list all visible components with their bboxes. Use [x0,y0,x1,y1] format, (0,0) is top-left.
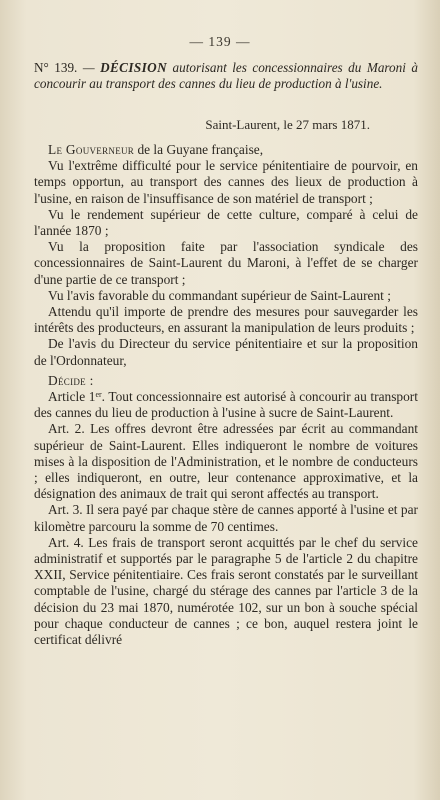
authority-rest: de la Guyane française, [134,142,264,157]
paragraph-attendu: Attendu qu'il importe de prendre des mesures pour sauvegarder les intérêts des producteurs, en assurant la manipulation de leurs produits ; [34,304,418,336]
decide-line [34,373,418,389]
decision-title: autorisant les concessionnaires du Maroni à concourir au transport des cannes du lieu de production à l'usine. [34,60,418,91]
paragraph-vu-4: Vu l'avis favorable du commandant supérieur de Saint-Laurent ; [48,287,391,303]
article-1-superscript: er [95,390,102,400]
article-4: Art. 4. Les frais de transport seront acquittés par le chef du service administratif et supportés par le paragraphe 5 de l'article 2 du chapitre XXII, Service pénitentiaire. Ces frais seront constatés par le surveillant comptable de l'usine, chargé du stérage des cannes par l'article 3 de la décision du 23 mai 1870, numérotée 102, sur un bon à souche spécial pour chaque conducteur de cannes ; ce bon, auquel restera joint le certificat délivré [34,534,418,648]
article-2: Art. 2. Les offres devront être adressées par écrit au commandant supérieur de Saint-Laurent. Elles indiqueront le nombre de voitures mises à la disposition de l'Administration, et le nombre de conducteurs ; elles indiqueront, en outre, leur contenance approximative, et la désignation des animaux de trait qui seront affectés au transport. [34,421,418,502]
page-number: — 139 — [189,34,251,49]
paragraph-vu-2: Vu le rendement supérieur de cette culture, comparé à celui de l'année 1870 ; [34,206,418,239]
decision-header [34,60,418,92]
decision-number: N° 139. [34,60,78,75]
dateline: Saint-Laurent, le 27 mars 1871. [205,117,370,132]
decision-keyword: DÉCISION [100,60,168,75]
article-1 [34,389,418,421]
header-dash: — [77,60,101,75]
decision-body [34,142,418,648]
authority-title: Le Gouverneur [48,142,135,157]
article-1-text: . Tout concessionnaire est autorisé à concourir au transport des cannes du lieu de production à l'usine à sucre de Saint-Laurent. [34,389,418,421]
paragraph-vu-1: Vu l'extrême difficulté pour le service pénitentiaire de pourvoir, en temps opportun, au transport des cannes des lieux de production à l'usine, en raison de l'insuffisance de son matériel de transport ; [34,158,418,206]
paragraph-avis: De l'avis du Directeur du service pénitentiaire et sur la proposition de l'Ordonnateur, [34,336,418,368]
decide-label: Décide : [48,372,94,388]
paragraph-vu-3: Vu la proposition faite par l'association syndicale des concessionnaires de Saint-Laurent du Maroni, à l'effet de se charger d'une partie de ce transport ; [34,239,418,287]
article-1-label: Article 1 [48,389,96,405]
article-3: Art. 3. Il sera payé par chaque stère de cannes apporté à l'usine et par kilomètre parcouru la somme de 70 centimes. [34,502,418,534]
authority-line [34,142,418,158]
